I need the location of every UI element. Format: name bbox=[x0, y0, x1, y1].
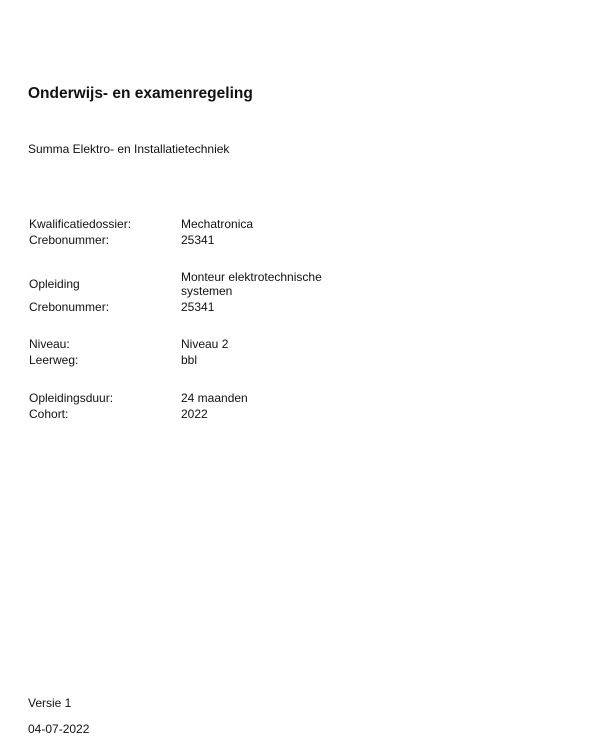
detail-value: 24 maanden bbox=[181, 391, 248, 405]
version-label: Versie 1 bbox=[28, 696, 72, 710]
detail-label: Opleiding bbox=[29, 277, 80, 291]
detail-value: bbl bbox=[181, 353, 198, 367]
detail-value: Monteur elektrotechnische systemen bbox=[181, 270, 322, 298]
detail-value: Mechatronica bbox=[181, 217, 254, 231]
detail-value: 2022 bbox=[181, 407, 208, 421]
detail-label: Crebonummer: bbox=[29, 300, 110, 314]
detail-label: Niveau: bbox=[29, 337, 70, 351]
detail-value: Niveau 2 bbox=[181, 337, 229, 351]
detail-value: 25341 bbox=[181, 300, 215, 314]
document-title: Onderwijs- en examenregeling bbox=[28, 85, 253, 102]
institution-name: Summa Elektro- en Installatietechniek bbox=[28, 142, 230, 156]
document-date: 04-07-2022 bbox=[28, 722, 90, 736]
detail-value: 25341 bbox=[181, 233, 215, 247]
detail-label: Opleidingsduur: bbox=[29, 391, 114, 405]
detail-label: Crebonummer: bbox=[29, 233, 110, 247]
detail-label: Kwalificatiedossier: bbox=[29, 217, 132, 231]
detail-label: Cohort: bbox=[29, 407, 69, 421]
detail-label: Leerweg: bbox=[29, 353, 79, 367]
